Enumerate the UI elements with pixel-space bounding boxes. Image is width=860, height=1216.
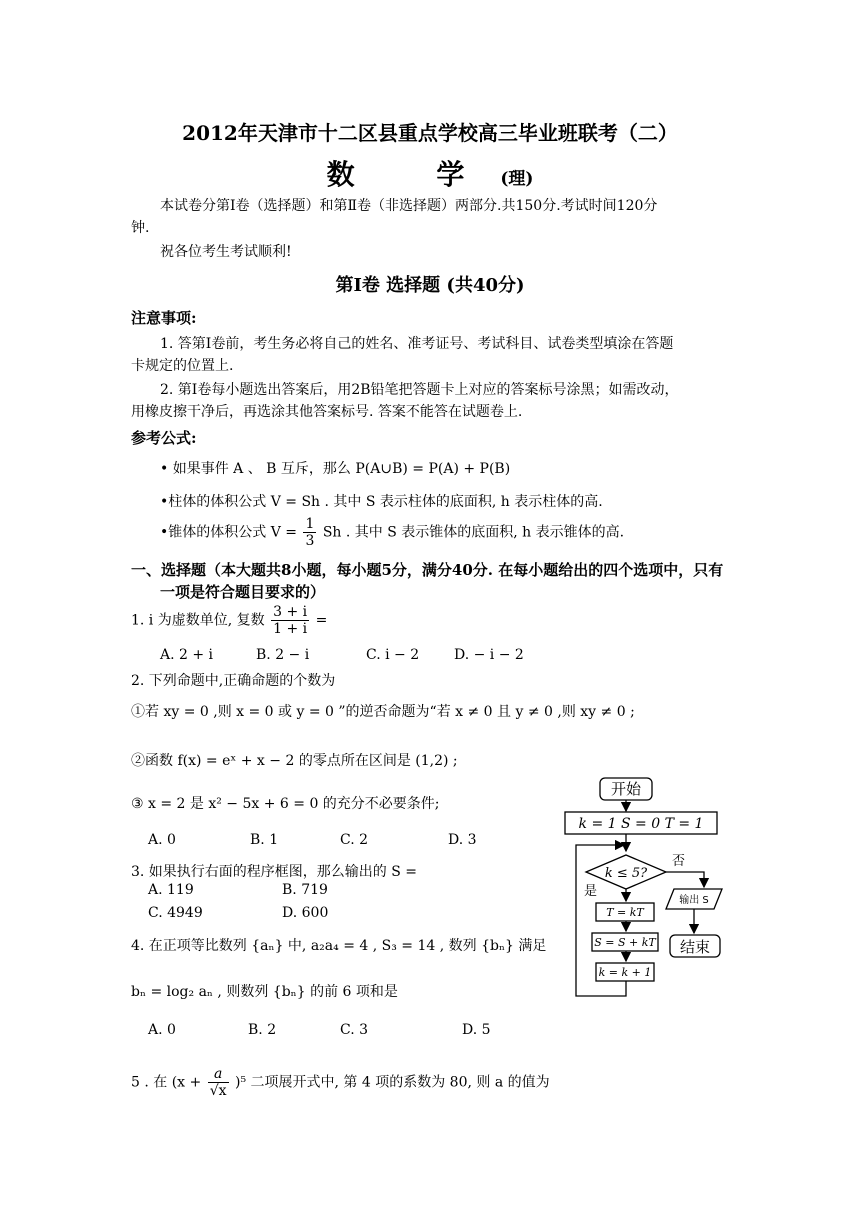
- flow-step1-label: T = kT: [606, 906, 644, 919]
- flow-condition-label: k ≤ 5?: [604, 866, 648, 881]
- flow-yes-label: 是: [584, 884, 598, 899]
- flow-step3-label: k = k + 1: [598, 966, 652, 979]
- q5-fraction: [208, 1066, 229, 1099]
- q1-prefix: 1. i 为虚数单位, 复数: [131, 612, 265, 629]
- q3-options-row-1: [148, 882, 328, 898]
- notes-item-2-line-2: 用橡皮擦干净后，再选涂其他答案标号. 答案不能答在试题卷上.: [131, 404, 523, 420]
- q4-options: [148, 1022, 491, 1038]
- q1-equals: =: [315, 612, 328, 629]
- notes-item-1-line-1: 1. 答第Ⅰ卷前，考生务必将自己的姓名、准考证号、考试科目、试卷类型填涂在答题: [160, 336, 674, 352]
- section1-heading-line-1: 一、选择题（本大题共8小题，每小题5分，满分40分. 在每小题给出的四个选项中，只有: [131, 561, 724, 579]
- flow-step2-label: S = S + kT: [594, 936, 656, 949]
- section1-heading-line-2: 一项是符合题目要求的）: [160, 583, 326, 601]
- cone-formula-suffix: Sh . 其中 S 表示锥体的底面积, h 表示锥体的高.: [322, 524, 625, 541]
- q2-statement-3: ③ x = 2 是 x² − 5x + 6 = 0 的充分不必要条件;: [131, 796, 440, 812]
- q1-denominator: 1 + i: [273, 621, 308, 637]
- q1-option-c: C. i − 2: [366, 647, 420, 663]
- subject-name: 数 学: [326, 158, 501, 191]
- q5-suffix: )⁵ 二项展开式中, 第 4 项的系数为 80, 则 a 的值为: [234, 1074, 550, 1091]
- flow-arrow-no: [666, 872, 704, 887]
- q4-option-a: A. 0: [148, 1022, 176, 1038]
- q2-statement-2: ②函数 f(x) = eˣ + x − 2 的零点所在区间是 (1,2) ;: [131, 753, 458, 769]
- flow-start-label: 开始: [610, 780, 642, 798]
- formula-cone-volume: [160, 516, 624, 549]
- formulas-heading: 参考公式:: [131, 429, 197, 447]
- question-4-line-2: bₙ = log₂ aₙ , 则数列 {bₙ} 的前 6 项和是: [131, 984, 398, 1000]
- one-third-fraction: [303, 516, 316, 549]
- q2-option-a: A. 0: [148, 832, 176, 848]
- q2-option-d: D. 3: [448, 832, 477, 848]
- q3-options-row-2: [148, 905, 328, 921]
- q4-option-b: B. 2: [248, 1022, 277, 1038]
- intro-line-2: 钟.: [131, 220, 150, 236]
- intro-line-1: 本试卷分第Ⅰ卷（选择题）和第Ⅱ卷（非选择题）两部分.共150分.考试时间120分: [160, 198, 658, 214]
- program-flowchart: [562, 775, 732, 1000]
- q5-denominator: √x: [209, 1083, 227, 1099]
- q5-numerator: a: [208, 1066, 229, 1083]
- notes-item-2-line-1: 2. 第Ⅰ卷每小题选出答案后，用2B铅笔把答题卡上对应的答案标号涂黑；如需改动，: [160, 382, 679, 398]
- q2-statement-1: ①若 xy = 0 ,则 x = 0 或 y = 0 ”的逆否命题为“若 x ≠ 0 且 y ≠ 0 ,则 xy ≠ 0 ;: [131, 704, 635, 720]
- intro-wish: 祝各位考生考试顺利!: [160, 244, 292, 260]
- question-4-line-1: 4. 在正项等比数列 {aₙ} 中, a₂a₄ = 4 , S₃ = 14 , 数列 {bₙ} 满足: [131, 938, 547, 954]
- notes-heading: 注意事项:: [131, 309, 197, 327]
- subject-suffix: (理): [500, 169, 534, 189]
- q2-option-c: C. 2: [340, 832, 369, 848]
- q3-option-c: C. 4949: [148, 905, 203, 921]
- flow-no-label: 否: [672, 854, 686, 869]
- q5-prefix: 5 . 在 (x +: [131, 1074, 202, 1091]
- question-1: [131, 604, 327, 637]
- q1-option-b: B. 2 − i: [256, 647, 310, 663]
- question-5: [131, 1066, 550, 1099]
- question-3: 3. 如果执行右面的程序框图，那么输出的 S =: [131, 864, 418, 880]
- q3-option-a: A. 119: [148, 882, 194, 898]
- q2-option-b: B. 1: [250, 832, 279, 848]
- q1-option-a: A. 2 + i: [160, 647, 214, 663]
- q3-option-d: D. 600: [282, 905, 329, 921]
- subject-heading: [0, 153, 860, 193]
- q4-option-d: D. 5: [462, 1022, 491, 1038]
- formula-prism-volume: •柱体的体积公式 V = Sh . 其中 S 表示柱体的底面积, h 表示柱体的高.: [160, 494, 603, 510]
- q1-option-d: D. − i − 2: [454, 647, 524, 663]
- cone-formula-prefix: •锥体的体积公式 V =: [160, 524, 297, 541]
- q1-fraction: [271, 604, 309, 637]
- q4-option-c: C. 3: [340, 1022, 369, 1038]
- question-2: 2. 下列命题中,正确命题的个数为: [131, 673, 336, 689]
- q2-options: [148, 832, 477, 848]
- q3-option-b: B. 719: [282, 882, 328, 898]
- q1-numerator: 3 + i: [273, 604, 308, 620]
- one-third-numerator: 1: [305, 516, 315, 532]
- notes-item-1-line-2: 卡规定的位置上.: [131, 358, 234, 374]
- flow-end-label: 结束: [679, 938, 711, 956]
- part1-title: 第Ⅰ卷 选择题 (共40分): [335, 275, 525, 296]
- exam-title: 2012年天津市十二区县重点学校高三毕业班联考（二）: [182, 121, 678, 145]
- formula-exclusive-events: • 如果事件 A 、 B 互斥，那么 P(A∪B) = P(A) + P(B): [160, 461, 511, 477]
- flow-init-label: k = 1 S = 0 T = 1: [578, 816, 704, 832]
- flow-output-label: 输出 S: [679, 895, 709, 906]
- one-third-denominator: 3: [305, 533, 315, 549]
- q1-options: [160, 647, 524, 663]
